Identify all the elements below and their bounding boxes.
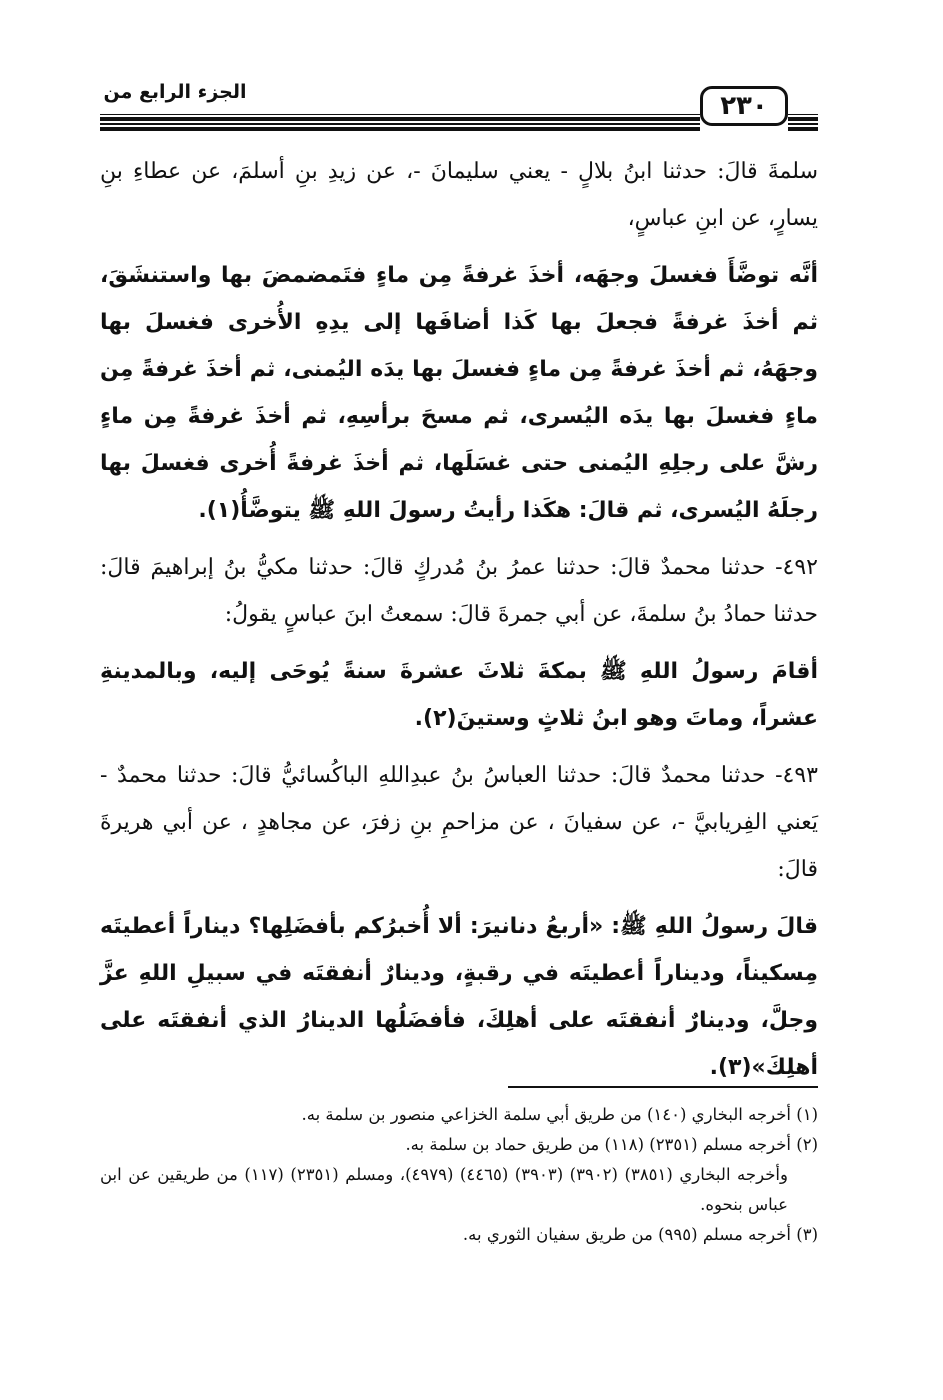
footnote-2: (٢) أخرجه مسلم (٢٣٥١) (١١٨) من طريق حماد بن سلمة به. bbox=[405, 1135, 818, 1154]
header-rule bbox=[100, 114, 700, 133]
chain-paragraph: سلمةَ قالَ: حدثنا ابنُ بلالٍ - يعني سليمانَ -، عن زيدِ بنِ أسلمَ، عن عطاءِ بنِ يسارٍ، عن ابنِ عباسٍ، bbox=[100, 159, 818, 231]
footnote-separator bbox=[508, 1086, 818, 1088]
footnote-1: (١) أخرجه البخاري (١٤٠) من طريق أبي سلمة الخزاعي منصور بن سلمة به. bbox=[301, 1105, 818, 1124]
footnotes bbox=[100, 1100, 818, 1250]
footnote-3: (٣) أخرجه مسلم (٩٩٥) من طريق سفيان الثوري به. bbox=[462, 1225, 818, 1244]
hadith-text: أنَّه توضَّأَ فغسلَ وجهَه، أخذَ غرفةً مِن ماءٍ فتَمضمضَ بها واستنشَقَ، ثم أخذَ غرفةً فجعلَ بها كَذا أضافَها إلى يدِهِ الأُخرى فغسلَ بها وجهَهُ، ثم أخذَ غرفةً مِن ماءٍ فغسلَ بها يدَه اليُمنى، ثم أخذَ غرفةً مِن ماءٍ فغسلَ بها يدَه اليُسرى، ثم مسحَ برأسِهِ، ثم أخذَ غرفةً مِن ماءٍ رشَّ على رجلِهِ اليُمنى حتى غسَلَها، ثم أخذَ غرفةً أُخرى فغسلَ بها رجلَهُ اليُسرى، ثم قالَ: هكَذا رأيتُ رسولَ اللهِ ﷺ يتوضَّأُ(١). bbox=[100, 263, 818, 523]
header-rule-end bbox=[788, 114, 818, 133]
page-header bbox=[100, 78, 818, 130]
hadith-text-492: أقامَ رسولُ اللهِ ﷺ بمكةَ ثلاثَ عشرةَ سنةً يُوحَى إليه، وبالمدينةِ عشراً، وماتَ وهو ابنُ ثلاثٍ وستينَ(٢). bbox=[100, 659, 818, 731]
main-text bbox=[100, 148, 818, 1091]
footnote-2-continued: وأخرجه البخاري (٣٨٥١) (٣٩٠٢) (٣٩٠٣) (٤٤٦٥) (٤٩٧٩)، ومسلم (٢٣٥١) (١١٧) من طريقين عن ابن عباس بنحوه. bbox=[100, 1165, 788, 1214]
chain-paragraph-492: ٤٩٢- حدثنا محمدٌ قالَ: حدثنا عمرُ بنُ مُدركٍ قالَ: حدثنا مكيُّ بنُ إبراهيمَ قالَ: حدثنا حمادُ بنُ سلمةَ، عن أبي جمرةَ قالَ: سمعتُ ابنَ عباسٍ يقولُ: bbox=[100, 555, 818, 627]
running-title: الجزء الرابع من bbox=[103, 81, 247, 103]
page-number: ٢٣٠ bbox=[700, 86, 788, 126]
chain-paragraph-493: ٤٩٣- حدثنا محمدٌ قالَ: حدثنا العباسُ بنُ عبدِاللهِ الباكُسائيُّ قالَ: حدثنا محمدٌ - يَعني الفِريابيَّ -، عن سفيانَ ، عن مزاحمِ بنِ زفرَ، عن مجاهدٍ ، عن أبي هريرةَ قالَ: bbox=[100, 763, 818, 882]
hadith-text-493: قالَ رسولُ اللهِ ﷺ: «أربعُ دنانيرَ: ألا أُخبرُكم بأفضَلِها؟ ديناراً أعطيتَه مِسكيناً، وديناراً أعطيتَه في رقبةٍ، ودينارٌ أنفقتَه في سبيلِ اللهِ عزَّ وجلَّ، ودينارٌ أنفقتَه على أهلِكَ، فأفضَلُها الدينارُ الذي أنفقتَه على أهلِكَ»(٣). bbox=[100, 914, 818, 1080]
